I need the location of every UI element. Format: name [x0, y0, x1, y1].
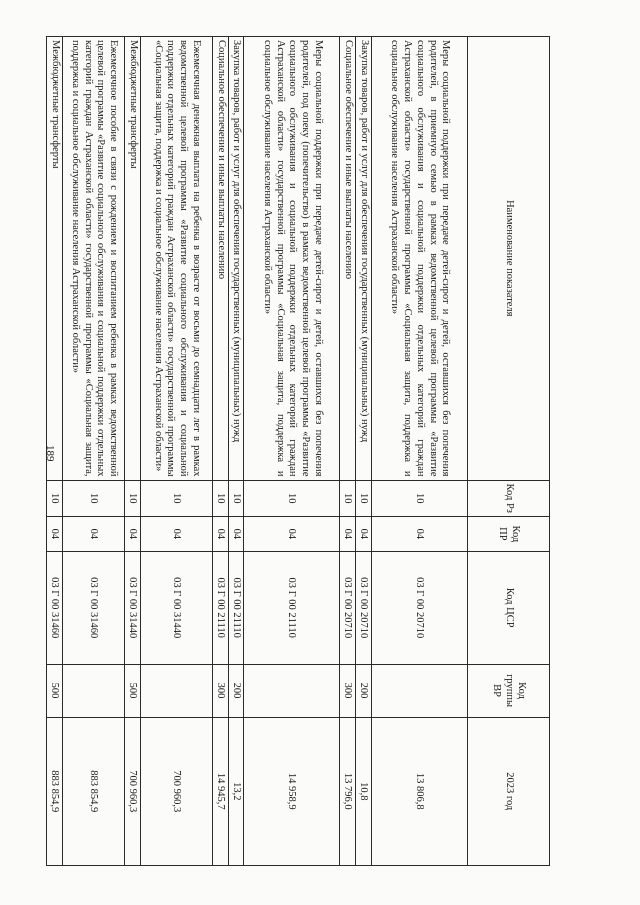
cell-value: 14 945,7 — [212, 717, 228, 865]
cell-csr: 03 Г 00 20710 — [340, 551, 356, 664]
table-row — [228, 37, 244, 866]
cell-csr: 03 Г 00 21110 — [212, 551, 228, 664]
cell-value: 13,2 — [228, 717, 244, 865]
cell-name: Межбюджетные трансферты — [47, 37, 63, 481]
cell-rz: 10 — [125, 480, 141, 516]
table-row — [372, 37, 468, 866]
cell-value: 10,8 — [356, 717, 372, 865]
cell-csr: 03 Г 00 21110 — [244, 551, 340, 664]
cell-csr: 03 Г 00 31460 — [47, 551, 63, 664]
cell-pr: 04 — [228, 516, 244, 551]
cell-value: 700 960,3 — [140, 717, 212, 865]
cell-pr: 04 — [140, 516, 212, 551]
cell-vr — [244, 664, 340, 717]
cell-csr: 03 Г 00 20710 — [372, 551, 468, 664]
table-row — [125, 37, 141, 866]
cell-name: Меры социальной поддержки при передаче детей-сирот и детей, оставшихся без попечения родителей, под опеку (попечительство) в рамках ведомственной целевой программы «Развитие социального обслуживания и социальной поддержки отдельных категорий граждан Астраханской области» государственной программы «Социальная защита, поддержка и социальное обслуживание населения Астраханской области» — [244, 37, 340, 481]
cell-name: Социальное обеспечение и иные выплаты населению — [340, 37, 356, 481]
cell-pr: 04 — [125, 516, 141, 551]
cell-rz: 10 — [372, 480, 468, 516]
cell-rz: 10 — [47, 480, 63, 516]
cell-pr: 04 — [63, 516, 125, 551]
table-row — [212, 37, 228, 866]
table-row — [356, 37, 372, 866]
cell-csr: 03 Г 00 31440 — [140, 551, 212, 664]
cell-name: Ежемесячное пособие в связи с рождением и воспитанием ребенка в рамках ведомственной целевой программы «Развитие социального обслуживания и социальной поддержки отдельных категорий граждан Астраханской области» государственной программы «Социальная защита, поддержка и социальное обслуживание населения Астраханской области» — [63, 37, 125, 481]
cell-vr — [372, 664, 468, 717]
cell-value: 883 854,9 — [63, 717, 125, 865]
cell-vr: 300 — [212, 664, 228, 717]
cell-value: 883 854,9 — [47, 717, 63, 865]
cell-name: Социальное обеспечение и иные выплаты населению — [212, 37, 228, 481]
cell-rz: 10 — [63, 480, 125, 516]
cell-pr: 04 — [340, 516, 356, 551]
header-row — [468, 37, 550, 866]
cell-rz: 10 — [228, 480, 244, 516]
cell-csr: 03 Г 00 31460 — [63, 551, 125, 664]
cell-pr: 04 — [372, 516, 468, 551]
table-row — [140, 37, 212, 866]
cell-name: Ежемесячная денежная выплата на ребенка в возрасте от восьми до семнадцати лет в рамках ведомственной целевой программы «Развитие социального обслуживания и социальной поддержки отдельных категорий граждан Астраханской области» государственной программы «Социальная защита, поддержка и социальное обслуживание населения Астраханской области» — [140, 37, 212, 481]
budget-table — [46, 36, 550, 866]
cell-rz: 10 — [356, 480, 372, 516]
cell-name: Закупка товаров, работ и услуг для обеспечения государственных (муниципальных) нужд — [228, 37, 244, 481]
cell-vr: 500 — [47, 664, 63, 717]
header-vr: Код группы ВР — [468, 664, 550, 717]
cell-rz: 10 — [340, 480, 356, 516]
table-row — [340, 37, 356, 866]
cell-name: Межбюджетные трансферты — [125, 37, 141, 481]
header-year: 2023 год — [468, 717, 550, 865]
cell-pr: 04 — [47, 516, 63, 551]
cell-vr: 500 — [125, 664, 141, 717]
cell-csr: 03 Г 00 21110 — [228, 551, 244, 664]
cell-csr: 03 Г 00 31440 — [125, 551, 141, 664]
cell-rz: 10 — [140, 480, 212, 516]
cell-vr — [140, 664, 212, 717]
cell-pr: 04 — [356, 516, 372, 551]
cell-value: 13 806,8 — [372, 717, 468, 865]
header-pr: Код ПР — [468, 516, 550, 551]
table-row — [47, 37, 63, 866]
cell-value: 14 958,9 — [244, 717, 340, 865]
cell-vr: 300 — [340, 664, 356, 717]
cell-value: 13 796,0 — [340, 717, 356, 865]
cell-name: Меры социальной поддержки при передаче детей-сирот и детей, оставшихся без попечения родителей, в приемную семью в рамках ведомственной целевой программы «Развитие социального обслуживания и социальной поддержки отдельных категорий граждан Астраханской области» государственной программы «Социальная защита, поддержка и социальное обслуживание населения Астраханской области» — [372, 37, 468, 481]
cell-rz: 10 — [212, 480, 228, 516]
cell-vr: 200 — [228, 664, 244, 717]
cell-pr: 04 — [212, 516, 228, 551]
table-row — [244, 37, 340, 866]
cell-value: 700 960,3 — [125, 717, 141, 865]
page-number: 189 — [44, 445, 56, 462]
cell-rz: 10 — [244, 480, 340, 516]
header-csr: Код ЦСР — [468, 551, 550, 664]
header-name: Наименование показателя — [468, 37, 550, 481]
cell-name: Закупка товаров, работ и услуг для обеспечения государственных (муниципальных) нужд — [356, 37, 372, 481]
cell-csr: 03 Г 00 20710 — [356, 551, 372, 664]
cell-pr: 04 — [244, 516, 340, 551]
table-row — [63, 37, 125, 866]
header-rz: Код Рз — [468, 480, 550, 516]
cell-vr: 200 — [356, 664, 372, 717]
cell-vr — [63, 664, 125, 717]
